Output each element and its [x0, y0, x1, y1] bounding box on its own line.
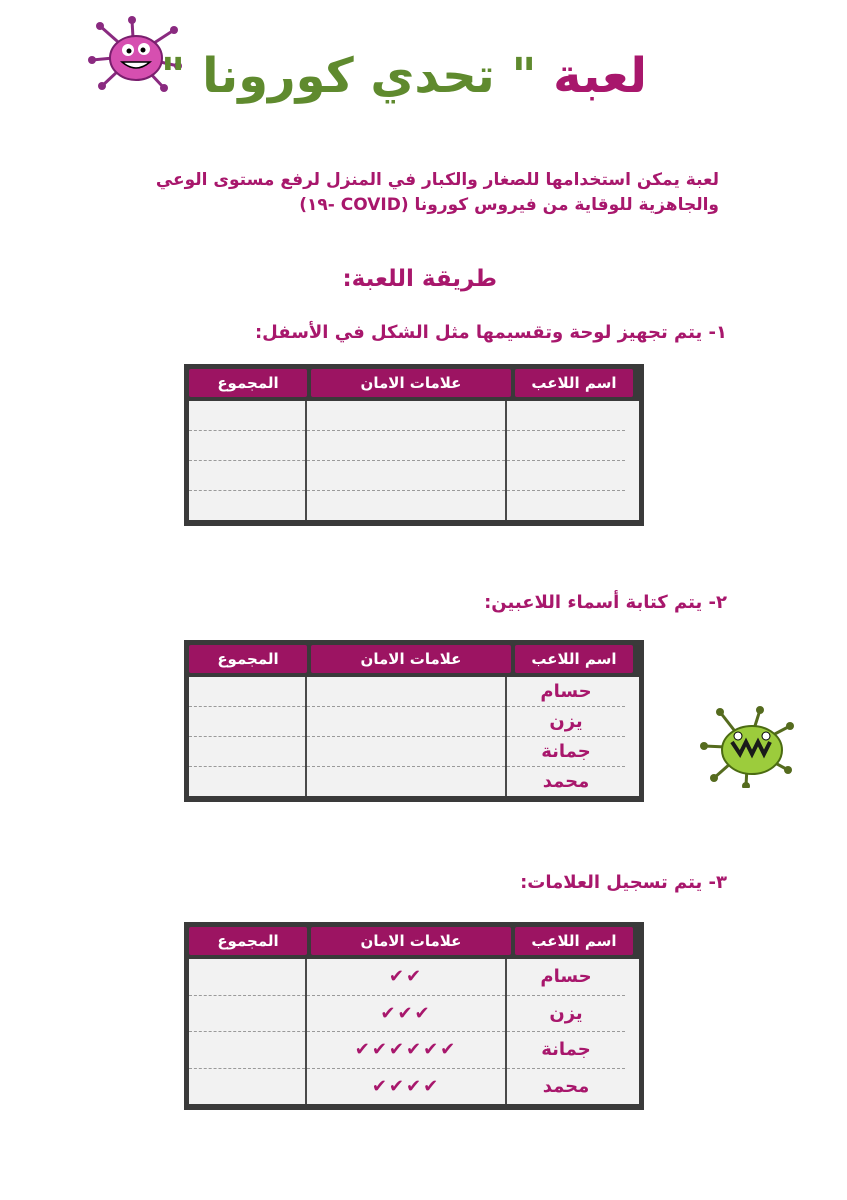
marks-column	[307, 959, 507, 1104]
player-name: يزن	[507, 707, 625, 737]
page-title	[160, 44, 647, 108]
header-total: المجموع	[189, 645, 307, 673]
player-name: محمد	[542, 771, 590, 792]
header-marks: علامات الامان	[311, 369, 511, 397]
header-total: المجموع	[189, 927, 307, 955]
title-part2: " تحدي كورونا "	[160, 48, 537, 104]
marks-column	[307, 677, 507, 796]
player-name: جمانة	[507, 1032, 625, 1069]
player-name: حسام	[507, 959, 625, 996]
green-virus-icon	[700, 706, 796, 788]
header-player: اسم اللاعب	[515, 927, 633, 955]
intro-line1: لعبة يمكن استخدامها للصغار والكبار في المنزل لرفع مستوى الوعي	[155, 170, 719, 190]
intro-line2: والجاهزية للوقاية من فيروس كورونا (COVID -١٩)	[299, 195, 719, 215]
check-marks: ✔✔✔✔	[371, 1075, 441, 1097]
check-marks: ✔✔	[307, 959, 505, 996]
title-part1: لعبة	[553, 48, 647, 104]
header-marks: علامات الامان	[311, 927, 511, 955]
names-board-table	[184, 640, 644, 802]
player-column	[507, 401, 625, 520]
marks-board-table	[184, 922, 644, 1110]
player-column	[507, 677, 625, 796]
header-total: المجموع	[189, 369, 307, 397]
total-column	[189, 677, 307, 796]
table-body	[189, 959, 639, 1104]
step-3: ٣- يتم تسجيل العلامات:	[520, 872, 727, 893]
header-player: اسم اللاعب	[515, 369, 633, 397]
step-2: ٢- يتم كتابة أسماء اللاعبين:	[484, 592, 727, 613]
header-marks: علامات الامان	[311, 645, 511, 673]
player-name: جمانة	[507, 737, 625, 767]
step-1: ١- يتم تجهيز لوحة وتقسيمها مثل الشكل في الأسفل:	[254, 322, 727, 343]
player-name: حسام	[507, 677, 625, 707]
table-header	[189, 645, 639, 673]
check-marks: ✔✔✔	[307, 996, 505, 1033]
marks-column	[307, 401, 507, 520]
player-name: محمد	[542, 1075, 590, 1097]
intro-text	[119, 168, 719, 218]
player-name: يزن	[507, 996, 625, 1033]
empty-board-table	[184, 364, 644, 526]
table-body	[189, 677, 639, 796]
check-marks: ✔✔✔✔✔✔	[307, 1032, 505, 1069]
total-column	[189, 959, 307, 1104]
total-column	[189, 401, 307, 520]
table-header	[189, 369, 639, 397]
table-body	[189, 401, 639, 520]
player-column	[507, 959, 625, 1104]
section-heading: طريقة اللعبة:	[342, 266, 497, 292]
table-header	[189, 927, 639, 955]
header-player: اسم اللاعب	[515, 645, 633, 673]
